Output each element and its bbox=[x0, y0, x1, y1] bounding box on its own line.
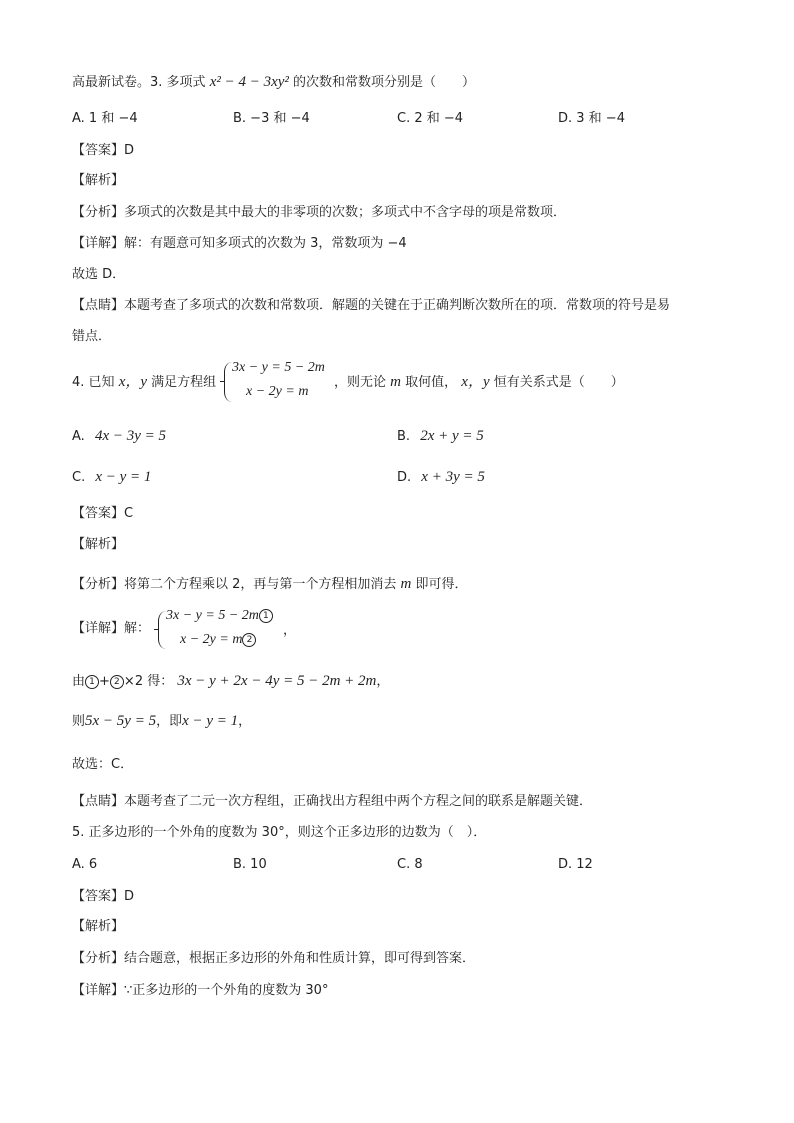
q4-system-eq1: 3x − y = 5 − 2m bbox=[232, 360, 325, 375]
circled-one: 1 bbox=[259, 609, 273, 623]
q3-conclusion: 故选 D． bbox=[72, 267, 126, 282]
q3-option-a: A. 1 和 −4 bbox=[72, 111, 138, 126]
q3-option-d: D. 3 和 −4 bbox=[558, 111, 625, 126]
q4-stem-suffix: ，则无论 m 取何值， x，y 恒有关系式是（ ） bbox=[334, 374, 624, 390]
q4-detail-comma: ， bbox=[283, 623, 297, 638]
q3-option-b: B. −3 和 −4 bbox=[233, 111, 310, 126]
q3-detail: 【详解】解：有题意可知多项式的次数为 3，常数项为 −4 bbox=[72, 236, 407, 251]
q5-stem: 5. 正多边形的一个外角的度数为 30°，则这个正多边形的边数为（ ）． bbox=[72, 825, 487, 840]
q4-detail-eq1: 3x − y = 5 − 2m 1 bbox=[166, 608, 273, 624]
q4-option-b: B. 2x + y = 5 bbox=[397, 428, 484, 444]
q4-detail-eq2: x − 2y = m 2 bbox=[180, 632, 256, 648]
q5-option-a: A. 6 bbox=[72, 857, 98, 872]
q3-fenxi: 【分析】多项式的次数是其中最大的非零项的次数；多项式中不含字母的项是常数项． bbox=[72, 205, 567, 220]
circled-two: 2 bbox=[242, 633, 256, 647]
q3-stem: 高最新试卷。3. 多项式 x² − 4 − 3xy² 的次数和常数项分别是（ ） bbox=[72, 74, 476, 90]
q4-system-eq2: x − 2y = m bbox=[246, 384, 309, 399]
q4-system-brace-tip bbox=[220, 381, 225, 382]
q3-option-c: C. 2 和 −4 bbox=[397, 111, 464, 126]
q4-option-a: A. 4x − 3y = 5 bbox=[72, 428, 166, 444]
q4-answer: 【答案】C bbox=[72, 506, 134, 521]
q4-analysis: 【解析】 bbox=[72, 537, 125, 552]
q4-step2: 则5x − 5y = 5，即x − y = 1， bbox=[72, 713, 252, 729]
q3-comment-1: 【点睛】本题考查了多项式的次数和常数项．解题的关键在于正确判断次数所在的项．常数项的符号是易 bbox=[72, 298, 671, 313]
q5-answer: 【答案】D bbox=[72, 889, 135, 904]
q5-option-b: B. 10 bbox=[233, 857, 267, 872]
q4-option-d: D. x + 3y = 5 bbox=[397, 469, 485, 485]
q4-detail-brace-tip bbox=[154, 629, 159, 630]
q4-stem-prefix: 4. 已知 x，y 满足方程组 bbox=[72, 374, 217, 390]
q5-detail: 【详解】∵正多边形的一个外角的度数为 30° bbox=[72, 983, 329, 998]
q5-analysis: 【解析】 bbox=[72, 919, 125, 934]
q4-detail-brace bbox=[158, 611, 166, 649]
q5-option-d: D. 12 bbox=[558, 857, 593, 872]
q4-system-brace bbox=[224, 362, 232, 402]
q4-fenxi: 【分析】将第二个方程乘以 2，再与第一个方程相加消去 m 即可得． bbox=[72, 576, 468, 592]
q4-comment: 【点睛】本题考查了二元一次方程组，正确找出方程组中两个方程之间的联系是解题关键． bbox=[72, 794, 593, 809]
q4-option-c: C. x − y = 1 bbox=[72, 469, 152, 485]
q5-option-c: C. 8 bbox=[397, 857, 423, 872]
q4-step1: 由 1 + 2 ×2 得： 3x − y + 2x − 4y = 5 − 2m + 2m， bbox=[72, 673, 390, 689]
q4-conclusion: 故选：C． bbox=[72, 757, 134, 772]
q3-analysis: 【解析】 bbox=[72, 173, 125, 188]
q4-detail-label: 【详解】解： bbox=[72, 621, 151, 636]
q3-stem-formula: x² − 4 − 3xy² bbox=[209, 74, 289, 90]
q3-answer: 【答案】D bbox=[72, 143, 135, 158]
q3-comment-2: 错点． bbox=[72, 329, 112, 344]
q5-fenxi: 【分析】结合题意，根据正多边形的外角和性质计算，即可得到答案． bbox=[72, 951, 476, 966]
